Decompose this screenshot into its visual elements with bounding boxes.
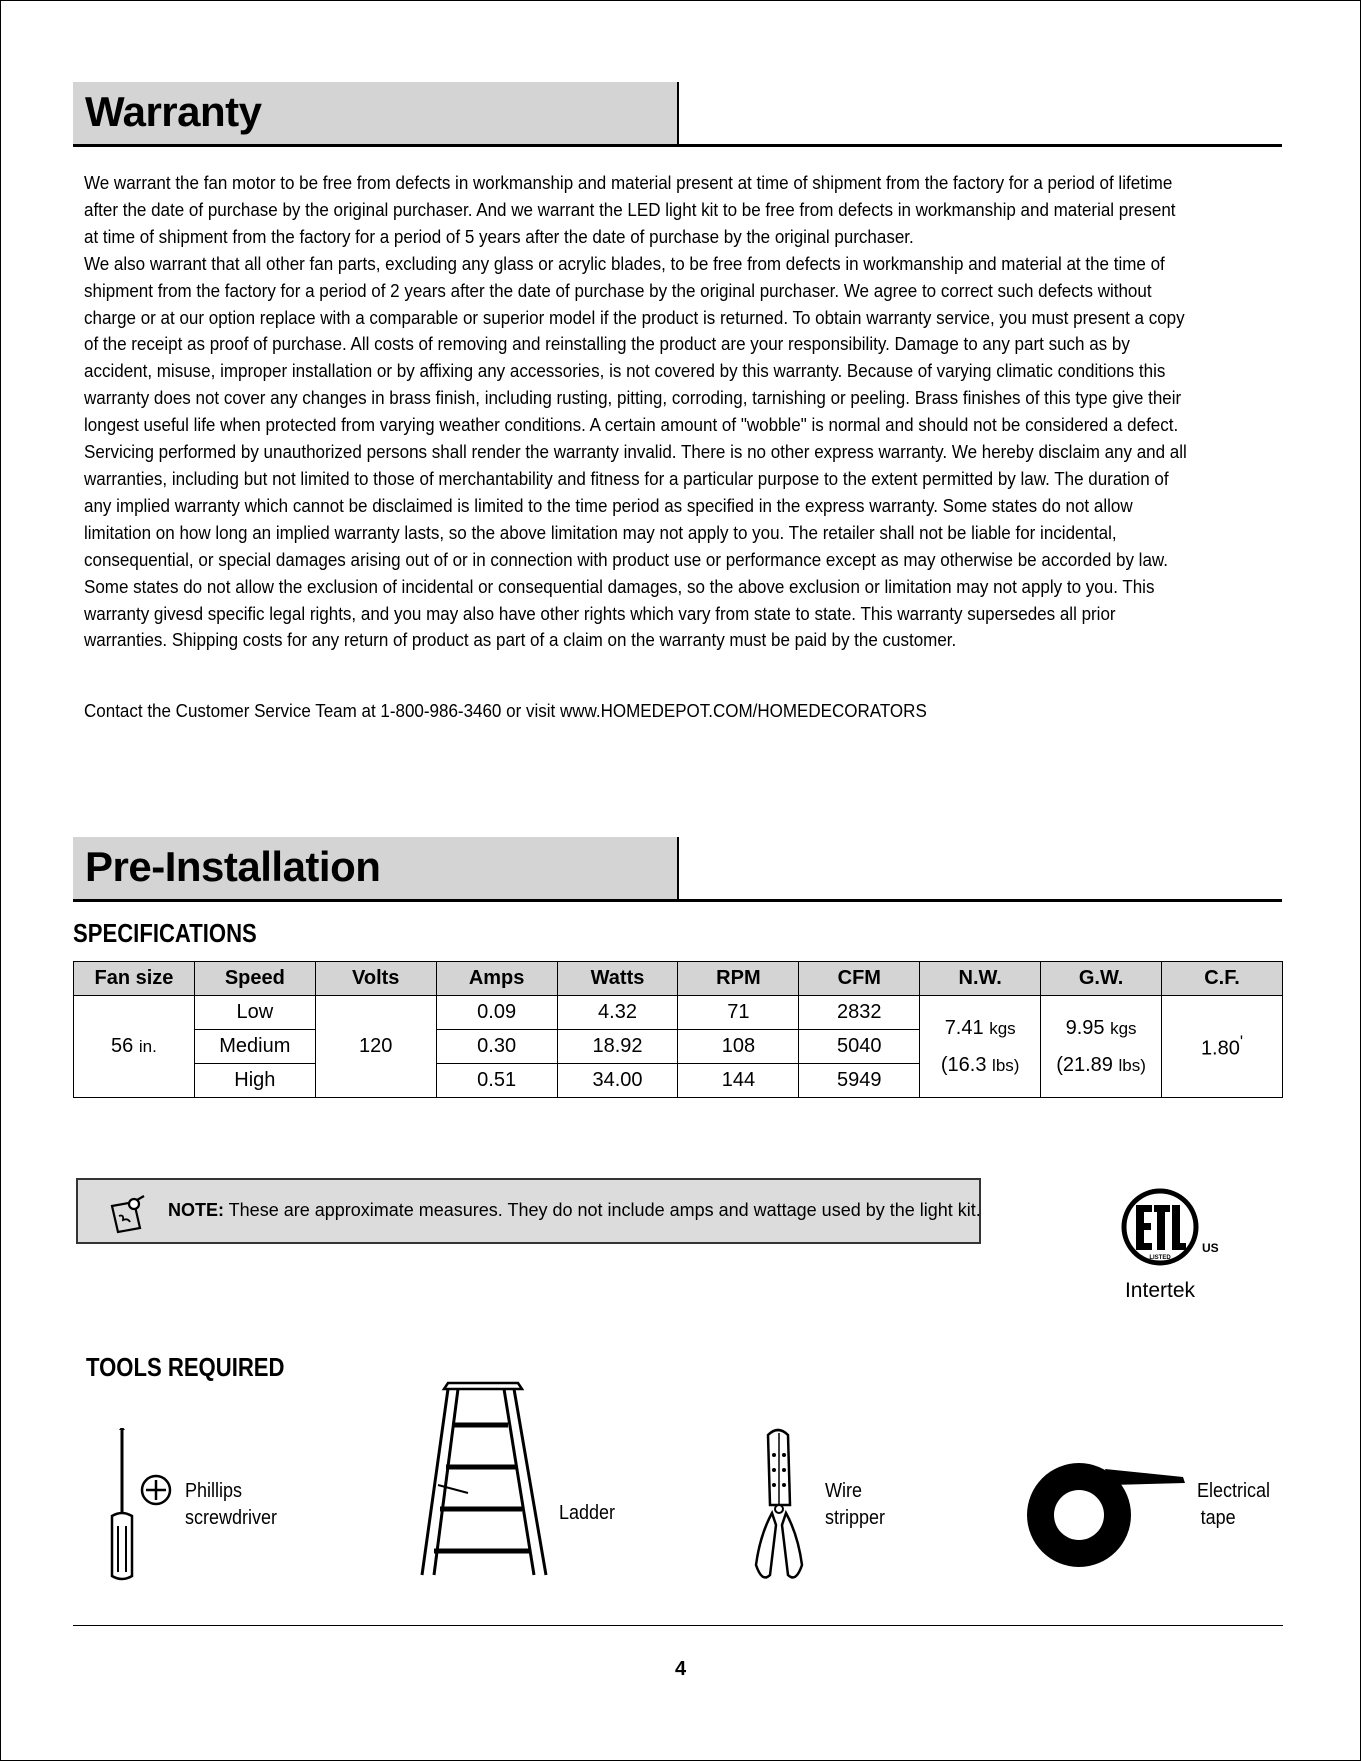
tool-label-line1: Wire [825,1480,862,1502]
rpm-cell: 144 [678,1064,799,1098]
intertek-text: Intertek [1124,1279,1196,1302]
note-text [168,1200,981,1221]
preinstall-section-header [73,837,1282,901]
preinstall-heading: Pre-Installation [85,843,381,890]
table-row [74,996,1283,1030]
note-body: These are approximate measures. They do not include amps and wattage used by the light kit. [224,1200,981,1220]
fan-size-value: 56 [111,1035,134,1057]
warranty-section-header [73,82,1282,146]
note-label: NOTE: [168,1200,224,1220]
col-rpm: RPM [678,962,799,996]
etl-us-text: US [1202,1241,1219,1255]
electrical-tape-icon [1025,1455,1190,1575]
cfm-cell: 2832 [799,996,920,1030]
amps-cell: 0.09 [436,996,557,1030]
contact-line: Contact the Customer Service Team at 1-800-986-3460 or visit www.HOMEDEPOT.COM/HOMEDECORATORS [84,700,927,721]
cf-value: 1.80 [1200,1037,1240,1060]
nw-kgs: 7.41 [944,1016,984,1039]
tool-label-line2: screwdriver [185,1507,278,1529]
nw-lbs: (16.3 [940,1053,987,1076]
col-speed: Speed [194,962,315,996]
speed-cell: High [194,1064,315,1098]
page-number: 4 [674,1658,687,1680]
tool-label-wire-stripper [825,1478,885,1532]
speed-cell: Medium [194,1030,315,1064]
tool-label-ladder [559,1500,615,1527]
gw-kgs-unit: kgs [1110,1018,1137,1038]
col-nw: N.W. [920,962,1041,996]
fan-size-unit: in. [138,1037,157,1056]
etl-listed-logo-icon [1112,1185,1222,1305]
nw-lbs-unit: lbs) [992,1055,1020,1075]
gw-cell [1041,996,1162,1098]
warranty-heading: Warranty [85,88,262,135]
rpm-cell: 108 [678,1030,799,1064]
specifications-table [73,961,1283,1098]
tool-label-line2: stripper [825,1507,886,1529]
amps-cell: 0.51 [436,1064,557,1098]
cf-cell [1162,996,1283,1098]
note-pin-icon [108,1194,148,1234]
warranty-paragraph: We warrant the fan motor to be free from defects in workmanship and material present at time of shipment from the factory for a period of lifetime after the date of purchase by the original purchaser. And we warrant the LED light kit to be free from defects in workmanship and material present at time of shipment from the factory for a period of 5 years after the date of purchase by the original purchaser. We also warrant that all other fan parts, excluding any glass or acrylic blades, to be free from defects in workmanship and material at the time of shipment from the factory for a period of 2 years after the date of purchase by the original purchaser. We agree to correct such defects without charge or at our option replace with a comparable or superior model if the product is returned. To obtain warranty service, you must present a copy of the receipt as proof of purchase. All costs of removing and reinstalling the product are your responsibility. Damage to any part such as by accident, misuse, improper installation or by affixing any accessories, is not covered by this warranty. Because of varying climatic conditions this warranty does not cover any changes in brass finish, including rusting, pitting, corroding, tarnishing or peeling. Brass finishes of this type give their longest useful life when protected from varying weather conditions. A certain amount of "wobble" is normal and should not be considered a defect. Servicing performed by unauthorized persons shall render the warranty invalid. There is no other express warranty. We hereby disclaim any and all warranties, including but not limited to those of merchantability and fitness for a particular purpose to the extent permitted by law. The duration of any implied warranty which cannot be disclaimed is limited to the time period as specified in the express warranty. Some states do not allow limitation on how long an implied warranty lasts, so the above limitation may not apply to you. The retailer shall not be liable for incidental, consequential, or special damages arising out of or in connection with product use or performance except as may otherwise be accorded by law. Some states do not allow the exclusion of incidental or consequential damages, so the above exclusion or limitation may not apply to you. This warranty givesd specific legal rights, and you may also have other rights which vary from state to state. This warranty supersedes all prior warranties. Shipping costs for any return of product as part of a claim on the warranty must be paid by the customer. [84,172,1187,651]
amps-cell: 0.30 [436,1030,557,1064]
nw-cell [920,996,1041,1098]
tool-label-electrical-tape [1197,1478,1270,1532]
gw-lbs: (21.89 [1056,1053,1113,1076]
tool-label-line1: Electrical [1197,1480,1271,1502]
wire-stripper-icon [750,1425,810,1585]
rpm-cell: 71 [678,996,799,1030]
cf-unit: ' [1239,1032,1244,1052]
ladder-icon [418,1375,550,1580]
col-fan-size: Fan size [74,962,195,996]
watts-cell: 18.92 [557,1030,678,1064]
tool-label-screwdriver [185,1478,277,1532]
warranty-header-rule [73,144,1282,147]
phillips-screwdriver-icon [100,1428,180,1583]
col-cfm: CFM [799,962,920,996]
col-gw: G.W. [1041,962,1162,996]
col-watts: Watts [557,962,678,996]
watts-cell: 34.00 [557,1064,678,1098]
gw-lbs-unit: lbs) [1118,1055,1146,1075]
nw-kgs-unit: kgs [989,1018,1016,1038]
speed-cell: Low [194,996,315,1030]
tool-label-line2: tape [1200,1507,1236,1529]
tool-label-line1: Ladder [559,1502,616,1524]
col-amps: Amps [436,962,557,996]
tools-required-heading: TOOLS REQUIRED [86,1352,285,1382]
tool-label-line1: Phillips [185,1480,243,1502]
footer-rule [73,1625,1283,1626]
specifications-heading: SPECIFICATIONS [73,918,257,948]
cfm-cell: 5949 [799,1064,920,1098]
etl-listed-text: LISTED [1149,1255,1171,1261]
col-cf: C.F. [1162,962,1283,996]
fan-size-cell [74,996,195,1098]
table-header-row [74,962,1283,996]
col-volts: Volts [315,962,436,996]
preinstall-header-rule [73,899,1282,902]
watts-cell: 4.32 [557,996,678,1030]
gw-kgs: 9.95 [1065,1016,1105,1039]
cfm-cell: 5040 [799,1030,920,1064]
note-box [76,1178,981,1244]
volts-cell: 120 [315,996,436,1098]
